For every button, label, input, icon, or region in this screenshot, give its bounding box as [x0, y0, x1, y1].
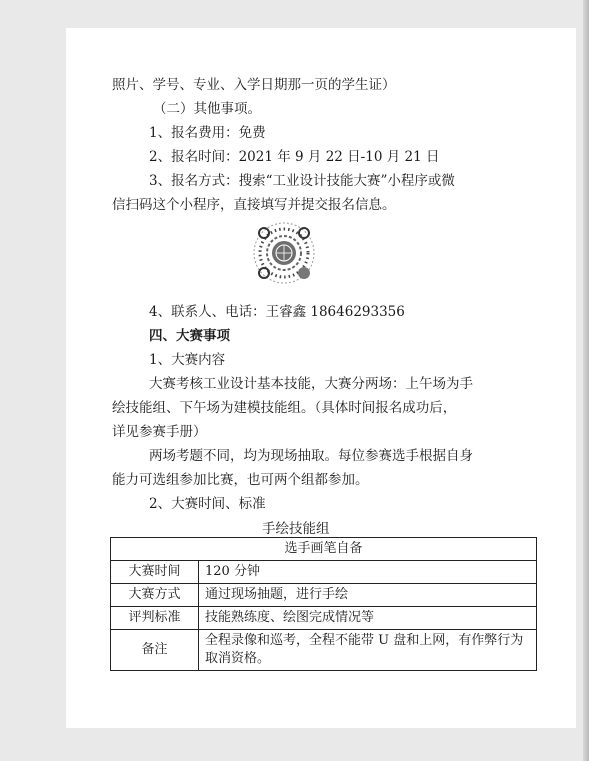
row-key: 评判标准 [111, 607, 199, 630]
text-line: 2、大赛时间、标准 [149, 496, 266, 512]
row-key: 备注 [111, 630, 199, 671]
row-key: 大赛方式 [111, 584, 199, 607]
table-row [111, 561, 537, 584]
text-line: 绘技能组、下午场为建模技能组。（具体时间报名成功后， [112, 400, 457, 416]
text-line: 两场考题不同，均为现场抽取。每位参赛选手根据自身 [149, 448, 473, 464]
table-row [111, 584, 537, 607]
table-header-row [111, 538, 537, 561]
table-row [111, 607, 537, 630]
text-line: 详见参赛手册） [112, 424, 207, 440]
text-line: 大赛考核工业设计基本技能，大赛分两场：上午场为手 [149, 376, 473, 392]
table-caption: 手绘技能组 [262, 521, 330, 537]
table-header: 选手画笔自备 [111, 538, 537, 561]
contact-line: 4、联系人、电话：王睿鑫 18646293356 [149, 304, 405, 320]
rules-table [110, 537, 537, 671]
table-row [111, 630, 537, 671]
text-line: 1、大赛内容 [149, 352, 226, 368]
section-heading-other: （二）其他事项。 [153, 101, 261, 117]
row-value: 技能熟练度、绘图完成情况等 [199, 607, 537, 630]
text-line: 3、报名方式：搜索“工业设计技能大赛”小程序或微 [149, 173, 455, 189]
row-value: 通过现场抽题，进行手绘 [199, 584, 537, 607]
text-line: 信扫码这个小程序，直接填写并提交报名信息。 [112, 197, 396, 213]
section-heading-contest: 四、大赛事项 [149, 328, 230, 344]
text-line: 能力可选组参加比赛，也可两个组都参加。 [112, 472, 369, 488]
text-line: 照片、学号、专业、入学日期那一页的学生证） [112, 77, 396, 93]
text-line: 1、报名费用：免费 [149, 125, 266, 141]
scan-edge [583, 0, 589, 761]
document-page [66, 28, 576, 728]
text-line: 2、报名时间：2021 年 9 月 22 日-10 月 21 日 [149, 149, 440, 165]
mini-program-code-icon [252, 221, 316, 285]
row-value: 全程录像和巡考，全程不能带 U 盘和上网，有作弊行为取消资格。 [199, 630, 537, 671]
row-value: 120 分钟 [199, 561, 537, 584]
row-key: 大赛时间 [111, 561, 199, 584]
